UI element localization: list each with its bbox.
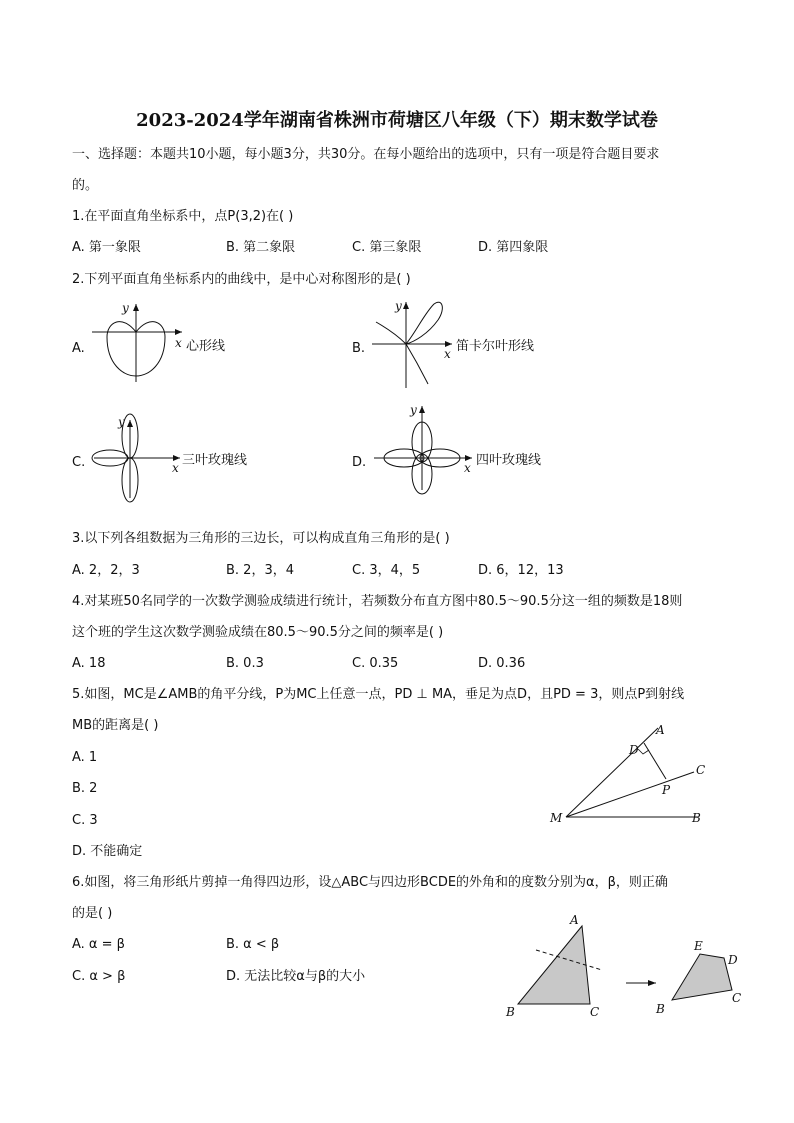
q6-label-a: A <box>570 913 579 927</box>
q2-option-b-figure <box>352 299 534 388</box>
q5-label-d: D <box>629 743 639 757</box>
q4-option-a: A. 18 <box>72 656 106 671</box>
q5-option-a: A. 1 <box>72 750 98 765</box>
q6-option-a: A. α = β <box>72 937 125 952</box>
q5-option-b: B. 2 <box>72 781 98 796</box>
q5-stem-line1: 5.如图，MC是∠AMB的角平分线，P为MC上任意一点，PD ⊥ MA，垂足为点D，且PD = 3，则点P到射线 <box>72 687 685 702</box>
q2-option-a-curve: 心形线 <box>186 339 226 354</box>
q2d-x-label: x <box>464 461 471 475</box>
q4-stem-line1: 4.对某班50名同学的一次数学测验成绩进行统计，若频数分布直方图中80.5～90.5分这一组的频数是18则 <box>72 594 683 609</box>
q6-triangle-figure <box>496 908 756 1024</box>
q3-option-d: D. 6，12，13 <box>478 563 564 578</box>
q2-option-a-letter: A. <box>72 341 85 356</box>
q1-option-b: B. 第二象限 <box>226 240 296 255</box>
q6-label-d: D <box>728 953 738 967</box>
q2-figures <box>60 292 740 518</box>
q2-option-a-figure <box>72 301 225 382</box>
q5-stem-line2: MB的距离是( ) <box>72 718 159 733</box>
q6-stem-line1: 6.如图，将三角形纸片剪掉一角得四边形，设△ABC与四边形BCDE的外角和的度数分别为α，β，则正确 <box>72 875 668 890</box>
q6-label-b2: B <box>656 1002 665 1016</box>
q2c-y-label: y <box>118 415 125 429</box>
section-header-line2: 的。 <box>72 178 99 193</box>
q2-option-d-curve: 四叶玫瑰线 <box>476 453 542 468</box>
q4-option-c: C. 0.35 <box>352 656 399 671</box>
q2d-y-label: y <box>410 403 417 417</box>
q2-option-b-letter: B. <box>352 341 366 356</box>
q6-stem-line2: 的是( ) <box>72 906 113 921</box>
q6-label-e: E <box>694 939 703 953</box>
q3-option-a: A. 2，2，3 <box>72 563 140 578</box>
q1-stem: 1.在平面直角坐标系中，点P(3,2)在( ) <box>72 209 294 224</box>
q2-option-d-figure <box>352 403 541 494</box>
q3-option-b: B. 2，3，4 <box>226 563 294 578</box>
q6-option-d: D. 无法比较α与β的大小 <box>226 969 366 984</box>
q5-angle-figure <box>540 716 720 832</box>
q4-option-b: B. 0.3 <box>226 656 264 671</box>
q2b-y-label: y <box>395 299 402 313</box>
q5-label-m: M <box>550 811 563 825</box>
q6-label-b: B <box>506 1005 515 1019</box>
q2b-x-label: x <box>444 347 451 361</box>
q5-label-a: A <box>656 723 665 737</box>
q6-label-c2: C <box>732 991 742 1005</box>
q5-label-p: P <box>662 783 671 797</box>
q5-label-c: C <box>696 763 706 777</box>
q2-option-c-curve: 三叶玫瑰线 <box>182 453 248 468</box>
q6-option-c: C. α > β <box>72 969 126 984</box>
q5-label-b: B <box>692 811 701 825</box>
q2a-x-label: x <box>175 336 182 350</box>
q5-option-d: D. 不能确定 <box>72 844 143 859</box>
q6-option-b: B. α < β <box>226 937 280 952</box>
q1-option-c: C. 第三象限 <box>352 240 422 255</box>
q6-label-c: C <box>590 1005 600 1019</box>
q2-option-b-curve: 笛卡尔叶形线 <box>456 339 535 354</box>
q2c-x-label: x <box>172 461 179 475</box>
q2-option-c-letter: C. <box>72 455 86 470</box>
q4-option-d: D. 0.36 <box>478 656 526 671</box>
page-title: 2023-2024学年湖南省株洲市荷塘区八年级（下）期末数学试卷 <box>136 110 658 131</box>
q2-option-d-letter: D. <box>352 455 367 470</box>
q4-stem-line2: 这个班的学生这次数学测验成绩在80.5～90.5分之间的频率是( ) <box>72 625 444 640</box>
q5-option-c: C. 3 <box>72 813 98 828</box>
q2-stem: 2.下列平面直角坐标系内的曲线中，是中心对称图形的是( ) <box>72 272 411 287</box>
q1-option-a: A. 第一象限 <box>72 240 141 255</box>
q3-option-c: C. 3，4，5 <box>352 563 421 578</box>
q1-option-d: D. 第四象限 <box>478 240 549 255</box>
folium-curve <box>376 302 442 384</box>
q3-stem: 3.以下列各组数据为三角形的三边长，可以构成直角三角形的是( ) <box>72 531 450 546</box>
q2-option-c-figure <box>72 414 247 502</box>
section-header-line1: 一、选择题：本题共10小题，每小题3分，共30分。在每小题给出的选项中，只有一项是符合题目要求 <box>72 147 660 162</box>
q2a-y-label: y <box>122 301 129 315</box>
